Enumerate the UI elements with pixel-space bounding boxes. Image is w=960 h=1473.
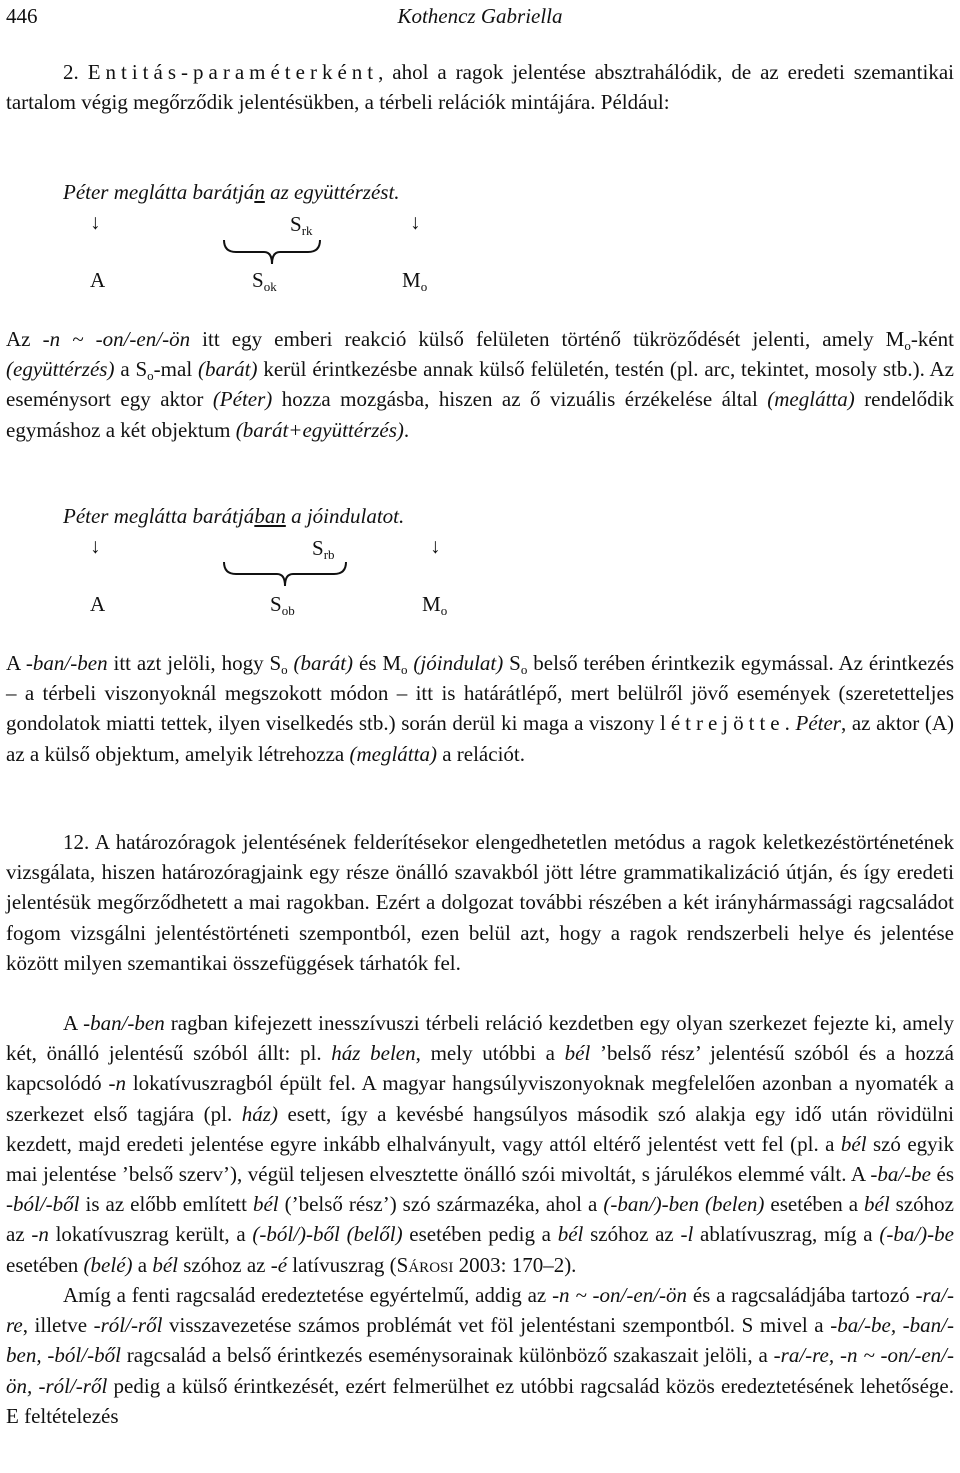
- diagram-label-top: $S_{rb}$: [312, 536, 335, 562]
- diagram-label-subject: $S_{ok}$: [252, 268, 277, 294]
- arrow-down-icon: ↓: [90, 210, 101, 234]
- paragraph-example-2-explanation: A -ban/-ben itt azt jelöli, hogy $S_o$ (barát) és $M_o$ (jóindulat) $S_o$ belső terében érintkezik egymással. Az érintkezés – a térbeli viszonyoknál megszokott módon – itt is határátlépő, mert belülről jövő események (szeretetteljes gondolatok miatti tettek, ilyen viselkedés stb.) során derül ki maga a viszony létrejötte. Péter, az aktor (A) az a külső objektum, amelyik létrehozza (meglátta) a relációt.: [6, 651, 955, 766]
- spaced-term: Entitás-paraméterként: [87, 60, 379, 84]
- arrow-down-icon: ↓: [430, 534, 441, 558]
- paragraph-point-2: 2. Entitás-paraméterként, ahol a ragok jelentése absztrahálódik, de az eredeti szemantikai tartalom végig megőrződik jelentésükben, a térbeli relációk mintájára. Például:: [6, 60, 955, 115]
- underlined-suffix: ban: [254, 504, 286, 528]
- paragraph-example-1-explanation: Az -n ~ -on/-en/-ön itt egy emberi reakció külső felületen történő tükröződését jelenti, amely $M_o$-ként (együttérzés) a $S_o$-mal (barát) kerül érintkezésbe annak külső felületén, testén (pl. arc, tekintet, mosoly stb.). Az eseménysort egy aktor (Péter) hozza mozgásba, hiszen az ő vizuális érzékelése által (meglátta) rendelődik egymáshoz a két objektum (barát+együttérzés).: [6, 327, 955, 442]
- page-header: [6, 4, 954, 32]
- arrow-down-icon: ↓: [90, 534, 101, 558]
- arrow-down-icon: ↓: [410, 210, 421, 234]
- running-author: Kothencz Gabriella: [397, 4, 563, 28]
- diagram-label-actor: A: [90, 592, 106, 616]
- brace-icon: [222, 560, 348, 590]
- paragraph-ban-ben: A -ban/-ben ragban kifejezett inesszívuszi térbeli reláció kezdetben egy olyan szerkezet fejezte ki, amely két, önálló jelentésű szóból állt: pl. ház belen, mely utóbbi a bél ’belső rész’ jelentésű szóból és a hozzá kapcsolódó -n lokatívuszragból épült fel. A magyar hangsúlyviszonyoknak megfelelően azonban a nyomaték a szerkezet első tagjára (pl. ház) esett, így a kevésbé hangsúlyos második szó alakja egy idő után rövidülni kezdett, majd eredeti jelentése egyre inkább elhalványult, vagy attól eltérő jelentést vett fel (pl. a bél szó egyik mai jelentése ’belső szerv’), végül teljesen elvesztette önálló szói mivoltát, s járulékos elemmé vált. A -ba/-be és -ból/-ből is az előbb említett bél (’belső rész’) szó származéka, ahol a (-ban/)-ben (belen) esetében a bél szóhoz az -n lokatívuszrag került, a (-ból/)-ből (belől) esetében pedig a bél szóhoz az -l ablatívuszrag, míg a (-ba/)-be esetében (belé) a bél szóhoz az -é latívuszrag (Sárosi 2003: 170–2).: [6, 1011, 954, 1277]
- diagram-label-object: $M_o$: [402, 268, 428, 294]
- example-sentence-2: Péter meglátta barátjában a jóindulatot.: [63, 504, 405, 528]
- underlined-suffix: n: [254, 180, 265, 204]
- diagram-label-top: $S_{rk}$: [290, 212, 313, 238]
- section-number: 12.: [63, 830, 90, 854]
- diagram-label-subject: $S_{ob}$: [270, 592, 295, 618]
- diagram-label-object: $M_o$: [422, 592, 448, 618]
- page-number: 446: [6, 4, 38, 28]
- example-sentence-1: Péter meglátta barátján az együttérzést.: [63, 180, 400, 204]
- diagram-label-actor: A: [90, 268, 106, 292]
- paragraph-section-12: 12. A határozóragok jelentésének felderítésekor elengedhetetlen metódus a ragok keletkezéstörténetének vizsgálata, hiszen határozóragjaink egy része önálló szavakból jött létre grammatikalizáció útján, és így eredeti jelentésük megőrződhetett a mai ragokban. Ezért a dolgozat további részében a két irányhármassági ragcsaládot fogom vizsgálni jelentéstörténeti szempontból, ezen belül azt, hogy a ragok rendszerbeli helye és jelentése között milyen szemantikai összefüggések tárhatók fel.: [6, 830, 954, 975]
- brace-icon: [222, 238, 322, 268]
- paragraph-n-on-en-on: Amíg a fenti ragcsalád eredeztetése egyértelmű, addig az -n ~ -on/-en/-ön és a ragcsaládjába tartozó -ra/-re, illetve -ról/-ről visszavezetése számos problémát vet föl jelentéstani szempontból. S mivel a -ba/-be, -ban/-ben, -ból/-ből ragcsalád a belső érintkezés eseménysorainak különböző szakaszait jelöli, a -ra/-re, -n ~ -on/-en/-ön, -ról/-ről pedig a külső érintkezését, ezért felmerülhet ez utóbbi ragcsalád közös eredeztetésének lehetősége. E feltételezés: [6, 1283, 955, 1428]
- spaced-term: létrejötte: [660, 711, 785, 736]
